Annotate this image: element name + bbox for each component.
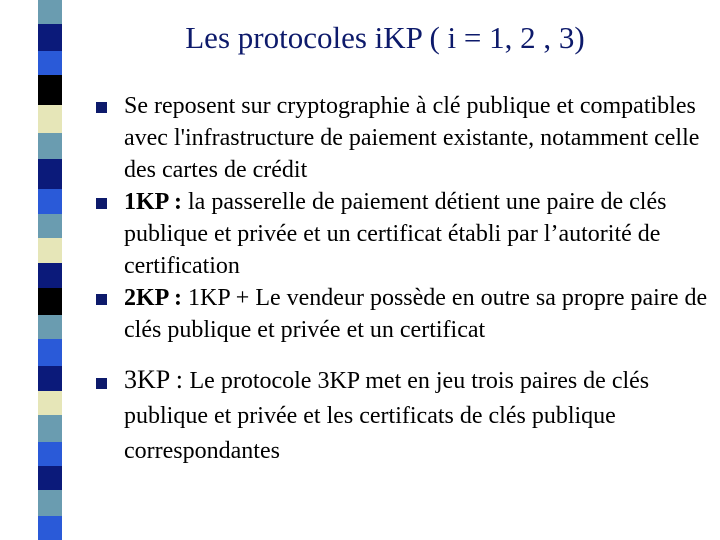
bullet-text: la passerelle de paiement détient une paire de clés publique et privée et un certificat établi par l’autorité de certification xyxy=(124,189,667,279)
bullet-lead: 2KP xyxy=(124,285,169,311)
stripe-block xyxy=(38,105,62,133)
bullet-separator: : xyxy=(169,365,190,394)
stripe-block xyxy=(38,490,62,516)
stripe-block xyxy=(38,442,62,466)
bullet-item xyxy=(90,363,712,468)
square-bullet-icon xyxy=(96,102,107,113)
bullet-list xyxy=(90,90,712,468)
stripe-block xyxy=(38,466,62,490)
bullet-lead: 3KP xyxy=(124,365,170,394)
stripe-block xyxy=(38,415,62,442)
decorative-color-stripe xyxy=(0,0,62,540)
bullet-item xyxy=(90,186,712,282)
stripe-block xyxy=(38,133,62,159)
stripe-block xyxy=(38,315,62,339)
bullet-item xyxy=(90,90,712,186)
square-bullet-icon xyxy=(96,294,107,305)
stripe-block xyxy=(38,288,62,315)
slide-title: Les protocoles iKP ( i = 1, 2 , 3) xyxy=(185,20,585,55)
stripe-block xyxy=(38,263,62,288)
stripe-block xyxy=(38,214,62,238)
stripe-block xyxy=(38,159,62,189)
stripe-block xyxy=(38,75,62,105)
stripe-block xyxy=(38,189,62,214)
bullet-lead: 1KP xyxy=(124,189,169,215)
stripe-block xyxy=(38,238,62,263)
bullet-separator: : xyxy=(168,189,189,215)
stripe-block xyxy=(38,391,62,415)
bullet-separator: : xyxy=(168,285,189,311)
bullet-item xyxy=(90,282,712,346)
stripe-block xyxy=(38,366,62,391)
bullet-text: 1KP + Le vendeur possède en outre sa propre paire de clés publique et privée et un certificat xyxy=(124,285,708,343)
square-bullet-icon xyxy=(96,378,107,389)
stripe-block xyxy=(38,516,62,540)
bullet-text: Se reposent sur cryptographie à clé publique et compatibles avec l'infrastructure de paiement existante, notamment celle des cartes de crédit xyxy=(124,93,700,183)
square-bullet-icon xyxy=(96,198,107,209)
stripe-block xyxy=(38,339,62,366)
bullet-text: Le protocole 3KP met en jeu trois paires de clés publique et privée et les certificats de clés publique correspondantes xyxy=(124,368,650,464)
